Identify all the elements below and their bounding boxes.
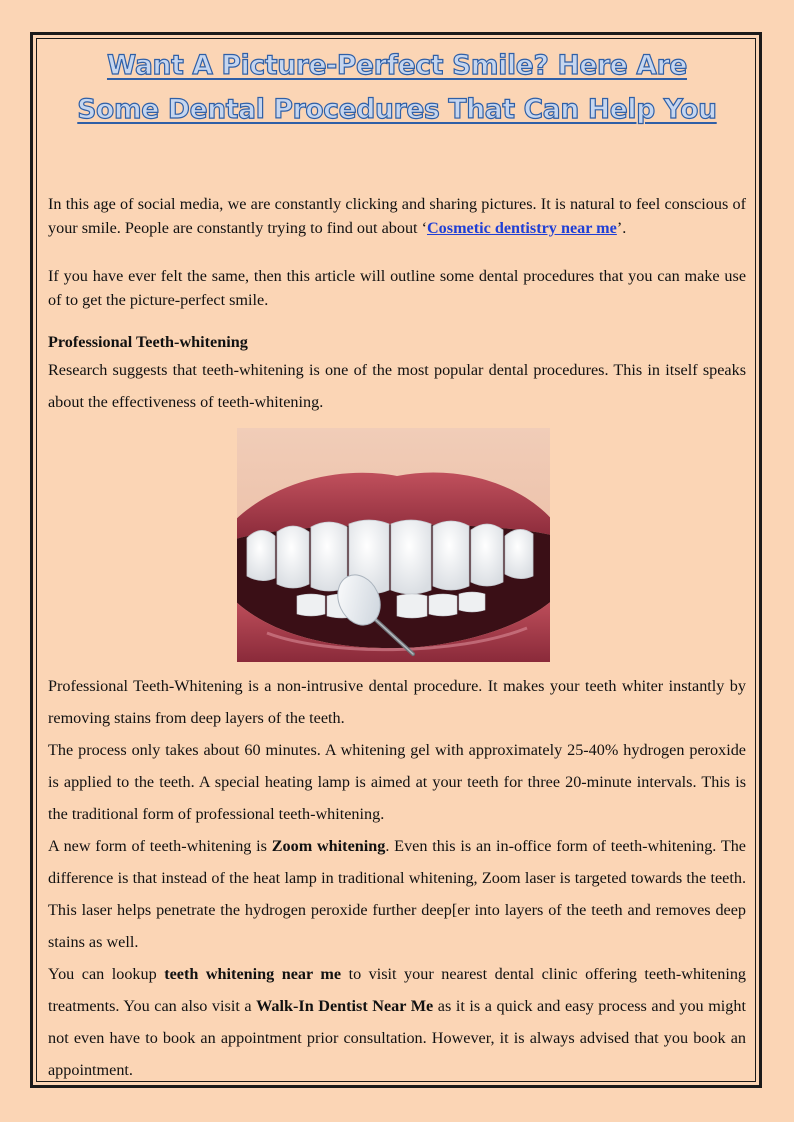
- paragraph-zoom-whitening: [48, 830, 746, 958]
- paragraph-non-intrusive: Professional Teeth-Whitening is a non-intrusive dental procedure. It makes your teeth whiter instantly by removing stains from deep layers of the teeth.: [48, 677, 746, 727]
- intro-paragraph: [48, 192, 746, 240]
- section-heading-teeth-whitening: Professional Teeth-whitening: [48, 333, 248, 351]
- walk-in-dentist-term: Walk-In Dentist Near Me: [256, 997, 434, 1015]
- zoom-whitening-term: Zoom whitening: [271, 837, 386, 855]
- lookup-text-b: to visit your nearest dental clinic offering teeth-whitening treatments. You can also visit a: [48, 965, 747, 1015]
- teeth-whitening-near-me-term: teeth whitening near me: [164, 965, 342, 983]
- title-line-2: Some Dental Procedures That Can Help You: [77, 94, 717, 125]
- paragraph-process: The process only takes about 60 minutes. A whitening gel with approximately 25-40% hydrogen peroxide is applied to the teeth. A special heating lamp is aimed at your teeth for three 20-minute intervals. This is the traditional form of professional teeth-whitening.: [48, 741, 746, 823]
- cosmetic-dentistry-link[interactable]: Cosmetic dentistry near me: [426, 219, 617, 237]
- zoom-text-before: A new form of teeth-whitening is: [48, 837, 272, 855]
- title-line-1: Want A Picture-Perfect Smile? Here Are: [106, 50, 688, 81]
- outline-paragraph: If you have ever felt the same, then this article will outline some dental procedures that you can make use of to get the picture-perfect smile.: [48, 267, 746, 309]
- article: [48, 44, 746, 1086]
- lookup-text-a: You can lookup: [48, 965, 165, 983]
- smile-with-veneer-photo: [237, 428, 550, 662]
- lookup-text-c: as it is a quick and easy process and you might not even have to book an appointment prior consultation. However, it is always advised that you book an appointment.: [48, 997, 746, 1079]
- intro-text: In this age of social media, we are constantly clicking and sharing pictures. It is natural to feel conscious of your smile. People are constantly trying to find out about ‘: [48, 195, 746, 237]
- article-title: [48, 44, 746, 132]
- intro-text-end: ’.: [616, 219, 627, 237]
- zoom-text-after: . Even this is an in-office form of teeth-whitening. The difference is that instead of the heat lamp in traditional whitening, Zoom laser is targeted towards the teeth. This laser helps penetrate the hydrogen peroxide further deep[er into layers of the teeth and removes deep stains as well.: [48, 837, 746, 951]
- paragraph-lookup: [48, 958, 746, 1086]
- section-lead-paragraph: Research suggests that teeth-whitening is one of the most popular dental procedures. This in itself speaks about the effectiveness of teeth-whitening.: [48, 361, 746, 411]
